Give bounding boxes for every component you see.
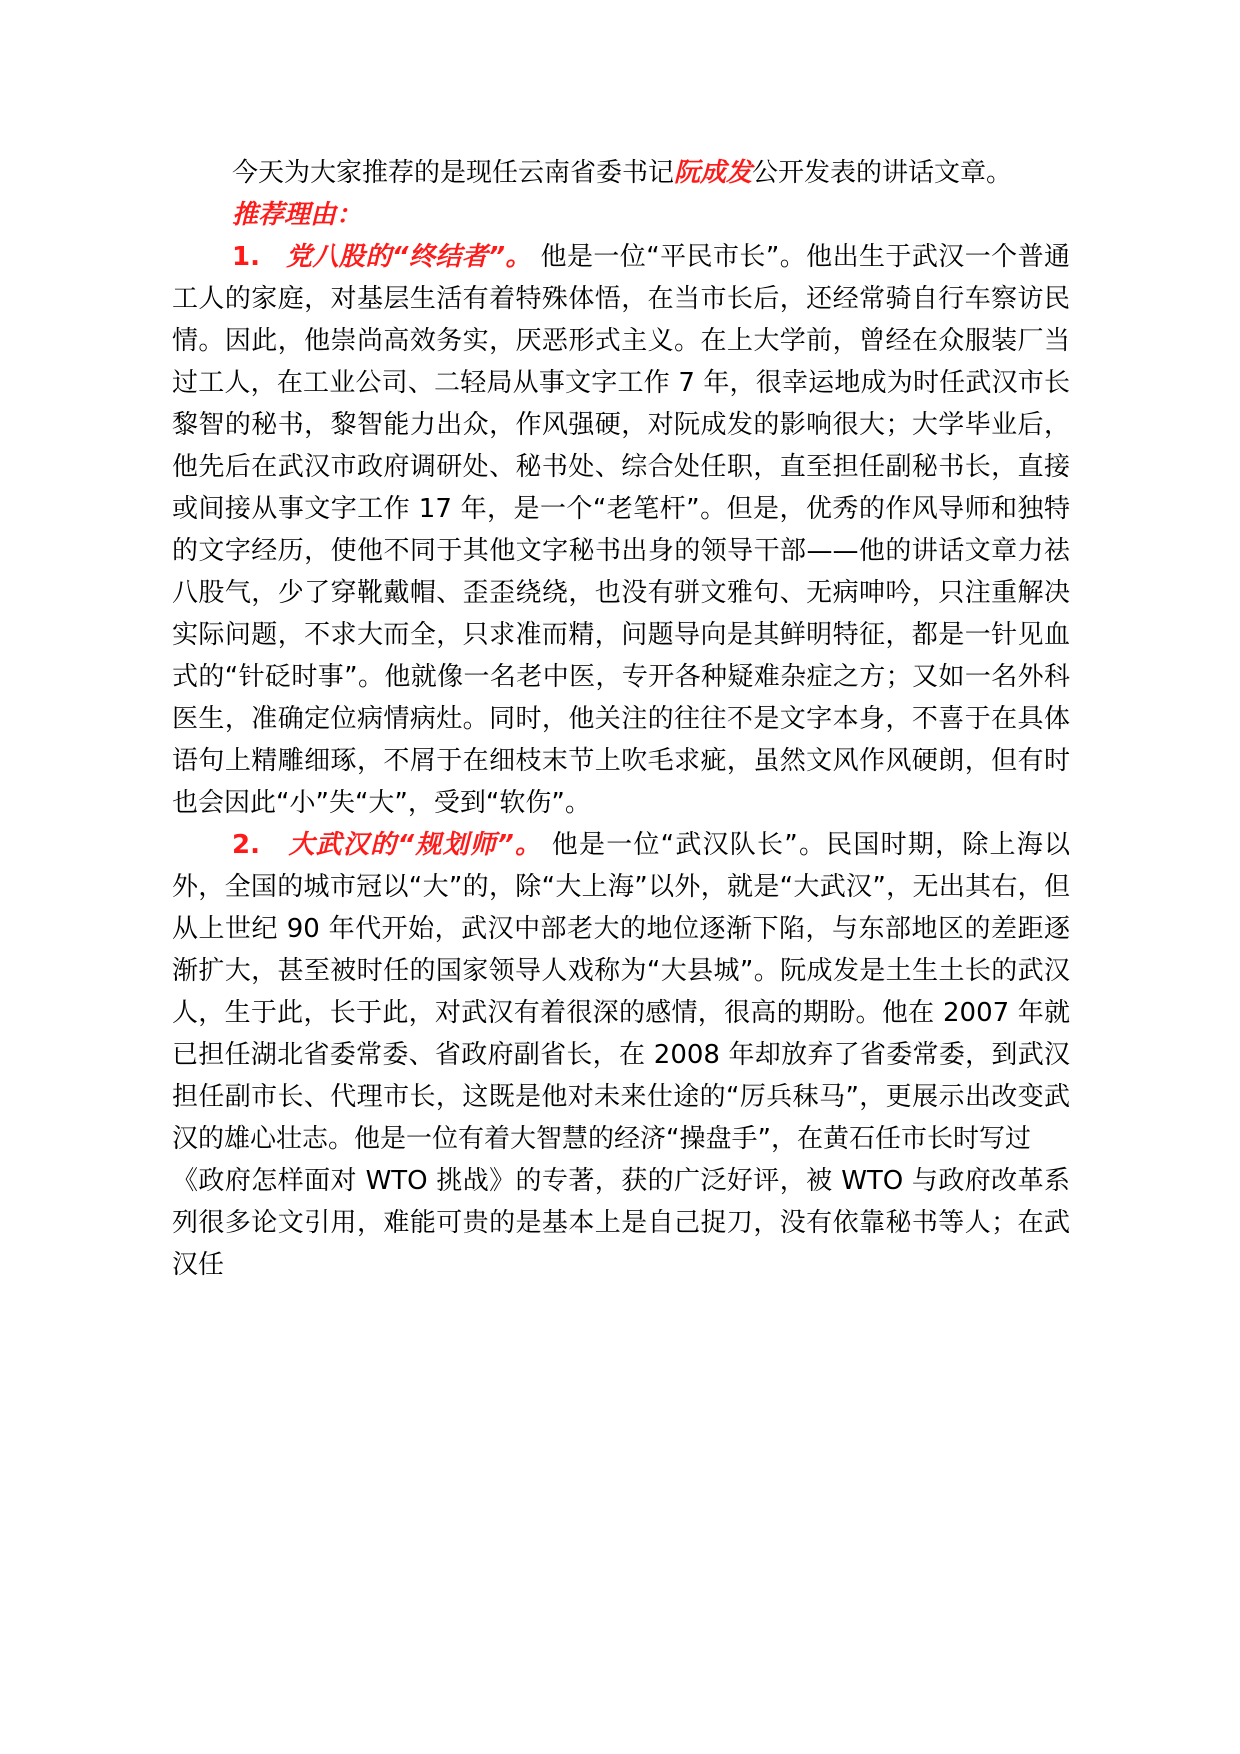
point2-continuation: 《政府怎样面对 WTO 挑战》的专著，获的广泛好评，被 WTO 与政府改革系列很多论文引用，难能可贵的是基本上是自己捉刀，没有依靠秘书等人；在武汉任 <box>172 1166 1070 1280</box>
point2-number: 2. <box>232 830 260 860</box>
intro-suffix: 公开发表的讲话文章。 <box>752 158 1013 188</box>
document-page <box>172 152 1070 1286</box>
point1-body: 他是一位“平民市长”。他出生于武汉一个普通工人的家庭，对基层生活有着特殊体悟，在当市长后，还经常骑自行车察访民情。因此，他崇尚高效务实，厌恶形式主义。在上大学前，曾经在众服装厂当过工人，在工业公司、二轻局从事文字工作 7 年，很幸运地成为时任武汉市长黎智的秘书，黎智能力出众，作风强硬，对阮成发的影响很大；大学毕业后，他先后在武汉市政府调研处、秘书处、综合处任职，直至担任副秘书长，直接或间接从事文字工作 17 年，是一个“老笔杆”。但是，优秀的作风导师和独特的文字经历，使他不同于其他文字秘书出身的领导干部——他的讲话文章力祛八股气，少了穿靴戴帽、歪歪绕绕，也没有骈文雅句、无病呻吟，只注重解决实际问题，不求大而全，只求准而精，问题导向是其鲜明特征，都是一针见血式的“针砭时事”。他就像一名老中医，专开各种疑难杂症之方；又如一名外科医生，准确定位病情病灶。同时，他关注的往往不是文字本身，不喜于在具体语句上精雕细琢，不屑于在细枝末节上吹毛求疵，虽然文风作风硬朗，但有时也会因此“小”失“大”，受到“软伤”。 <box>172 242 1070 818</box>
point2-continuation-paragraph <box>172 1160 1070 1286</box>
highlighted-name: 阮成发 <box>674 158 753 188</box>
point1-title: 党八股的“终结者”。 <box>286 242 532 272</box>
point2-paragraph <box>172 824 1070 1160</box>
point2-title: 大武汉的“规划师”。 <box>288 830 543 860</box>
point1-number: 1. <box>232 242 260 272</box>
reasons-heading: 推荐理由： <box>232 200 363 230</box>
point1-paragraph <box>172 236 1070 824</box>
reasons-heading-paragraph <box>172 194 1070 236</box>
intro-paragraph <box>172 152 1070 194</box>
intro-prefix: 今天为大家推荐的是现任云南省委书记 <box>232 158 675 188</box>
point2-body: 他是一位“武汉队长”。民国时期，除上海以外，全国的城市冠以“大”的，除“大上海”以外，就是“大武汉”，无出其右，但从上世纪 90 年代开始，武汉中部老大的地位逐渐下陷，与东部地区的差距逐渐扩大，甚至被时任的国家领导人戏称为“大县城”。阮成发是土生土长的武汉人，生于此，长于此，对武汉有着很深的感情，很高的期盼。他在 2007 年就已担任湖北省委常委、省政府副省长，在 2008 年却放弃了省委常委，到武汉担任副市长、代理市长，这既是他对未来仕途的“厉兵秣马”，更展示出改变武汉的雄心壮志。他是一位有着大智慧的经济“操盘手”，在黄石任市长时写过 <box>172 830 1071 1154</box>
